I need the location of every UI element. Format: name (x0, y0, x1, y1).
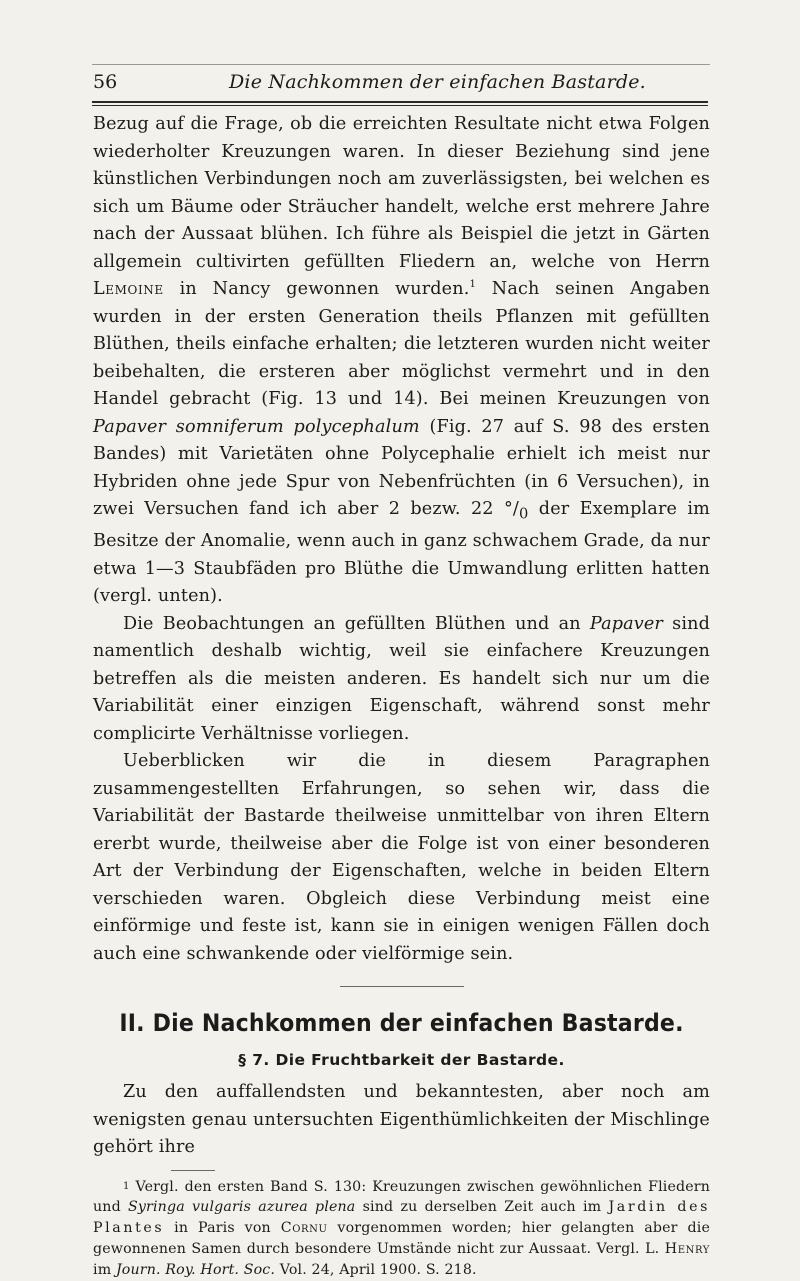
footnote (93, 1177, 710, 1281)
section-paragraph: Zu den auffallendsten und bekanntesten, aber noch am wenigsten genau untersuchten Eigenthümlichkeiten der Mischlinge gehört ihre (93, 1082, 710, 1158)
text-run: Vol. 24, April 1900. S. 218. (275, 1261, 477, 1278)
footnote-marker: 1 (123, 1180, 130, 1192)
text-run: in Nancy gewonnen wurden. (163, 279, 470, 299)
text-run: Vergl. den ersten Band S. 130: Kreuzungen zwischen gewöhnlichen Fliedern und (93, 1178, 710, 1216)
page-header (93, 71, 709, 97)
text-run: (Fig. 27 auf S. 98 des ersten Bandes) mit Varietäten ohne Polycephalie erhielt ich meist nur Hybriden ohne jede Spur von Nebenfrüchten (in 6 Versuchen), in zwei Versuchen fand ich aber 2 bezw. 22 °/ (93, 416, 711, 519)
header-rule-thin (92, 105, 708, 106)
running-title: Die Nachkommen der einfachen Bastarde. (229, 71, 646, 93)
journal-name: Journ. Roy. Hort. Soc. (115, 1261, 276, 1278)
author-name-lemoine: Lemoine (93, 279, 164, 299)
footnote-reference: 1 (469, 279, 476, 291)
text-run: Bezug auf die Frage, ob die erreichten Resultate nicht etwa Folgen wiederholter Kreuzungen waren. In dieser Beziehung sind jene künstlichen Verbindungen noch am zuverlässigsten, bei welchen es sich um Bäume oder Sträucher handelt, welche erst mehrere Jahre nach der Aussaat blühen. Ich führe als Beispiel die jetzt in Gärten allgemein cultivirten gefüllten Fliedern an, welche von Herrn (93, 114, 710, 272)
text-run: vorgenommen worden; hier gelangten aber die gewonnenen Samen durch besondere Umstände nicht zur Aussaat. Vergl. L. (93, 1220, 710, 1257)
text-run: in Paris von (164, 1220, 281, 1237)
text-run: Nach seinen Angaben wurden in der ersten Generation theils Pflanzen mit gefüllten Blüthen, theils einfache erhalten; die letzteren wurden nicht weiter beibehalten, die ersteren aber möglichst vermehrt und in den Handel gebracht (Fig. 13 und 14). Bei meinen Kreuzungen von (93, 279, 710, 409)
footnote-rule (171, 1170, 215, 1171)
page-number: 56 (93, 71, 118, 93)
text-run: Die Beobachtungen an gefüllten Blüthen und an (123, 613, 590, 634)
top-edge-rule (92, 64, 710, 65)
paragraph-2 (93, 611, 710, 749)
body-text (93, 111, 710, 968)
footnote-place: Jardin des Plantes (93, 1199, 710, 1237)
text-run: der Exemplare im Besitze der Anomalie, wenn auch in ganz schwachem Grade, da nur etwa 1—3 Staubfäden pro Blüthe die Umwandlung erlitten hatten (vergl. unten). (93, 499, 710, 607)
author-name-cornu: Cornu (280, 1220, 328, 1237)
text-run: sind namentlich deshalb wichtig, weil sie einfachere Kreuzungen betreffen als die meisten anderen. Es handelt sich nur um die Variabilität einer einzigen Eigenschaft, während sonst mehr complicirte Verhältnisse vorliegen. (93, 613, 711, 744)
page-content (93, 111, 710, 1281)
section-separator-rule (340, 986, 464, 987)
section-title: § 7. Die Fruchtbarkeit der Bastarde. (238, 1051, 565, 1070)
footnote-text (93, 1177, 710, 1281)
author-name-henry: Henry (664, 1240, 710, 1257)
species-name: Papaver somniferum polycephalum (93, 416, 420, 437)
text-run: sind zu derselben Zeit auch im (355, 1199, 609, 1216)
section-body (93, 1079, 710, 1162)
chapter-title: II. Die Nachkommen der einfachen Bastarde. (119, 1009, 684, 1038)
header-rule-thick (92, 101, 708, 103)
genus-name: Papaver (589, 613, 663, 634)
text-run: im (93, 1261, 116, 1278)
paragraph-3: Ueberblicken wir die in diesem Paragraphen zusammengestellten Erfahrungen, so sehen wir, dass die Variabilität der Bastarde theilweise unmittelbar von ihren Eltern ererbt wurde, theilweise aber die Folge ist von einer besonderen Art der Verbindung der Eigenschaften, welche in beiden Eltern verschieden waren. Obgleich diese Verbindung meist eine einförmige und feste ist, kann sie in einigen wenigen Fällen doch auch eine schwankende oder vielförmige sein. (93, 751, 710, 964)
paragraph-1 (93, 111, 710, 611)
per-mille-subscript: 0 (519, 505, 529, 523)
footnote-species: Syringa vulgaris azurea plena (128, 1199, 356, 1216)
